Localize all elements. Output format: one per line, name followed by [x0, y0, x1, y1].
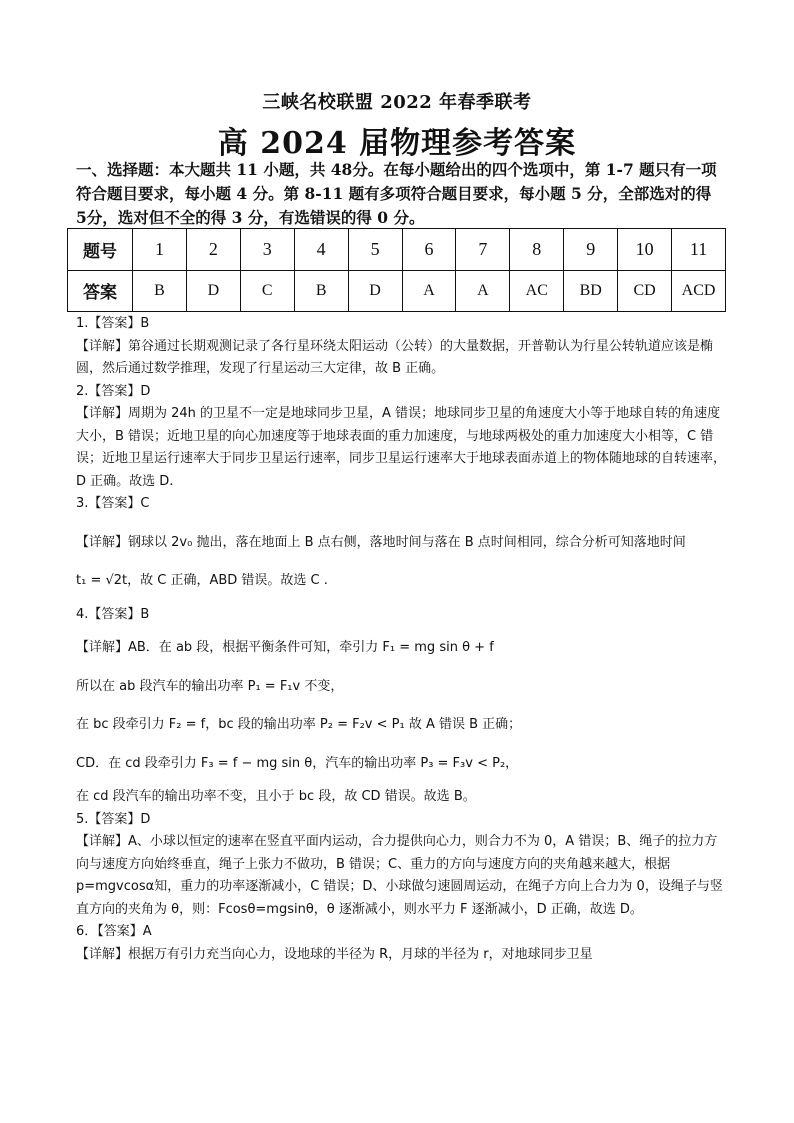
answer-cell: A: [402, 270, 456, 312]
question-number: 11: [672, 229, 726, 271]
explanations: [76, 313, 728, 966]
answer-cell: C: [240, 270, 294, 312]
answer-heading: 6．【答案】A: [76, 924, 152, 939]
explanation-text: 在 bc 段牵引力 F₂ = f，bc 段的输出功率 P₂ = F₂v < P₁ 故 A 错误 B 正确；: [76, 717, 522, 732]
explanation-text: 【详解】第谷通过长期观测记录了各行星环绕太阳运动（公转）的大量数据，开普勒认为行星公转轨道应该是椭圆，然后通过数学推理，发现了行星运动三大定律，故 B 正确。: [76, 338, 714, 376]
answer-cell: D: [348, 270, 402, 312]
answer-cell: CD: [618, 270, 672, 312]
page-title: 高 2024 届物理参考答案: [217, 126, 577, 161]
answer-heading: 5.【答案】D: [76, 811, 151, 827]
answer-cell: B: [294, 270, 348, 312]
explanation-text: 所以在 ab 段汽车的输出功率 P₁ = F₁v 不变，: [76, 678, 344, 694]
explanation-text: 在 cd 段汽车的输出功率不变，且小于 bc 段，故 CD 错误。故选 B。: [76, 789, 476, 804]
answer-cell: B: [133, 270, 187, 312]
section-instructions: 一、选择题：本大题共 11 小题，共 48分。在每小题给出的四个选项中，第 1-7 题只有一项符合题目要求，每小题 4 分。第 8-11 题有多项符合题目要求，每小题 5 分，全部选对的得 5分，选对但不全的得 3 分，有选错误的得 0 分。: [76, 160, 717, 227]
answer-cell: ACD: [672, 270, 726, 312]
answer-heading: 1.【答案】B: [76, 316, 150, 331]
explanation-text: 【详解】A、小球以恒定的速率在竖直平面内运动，合力提供向心力，则合力不为 0，A 错误；B、绳子的拉力方向与速度方向始终垂直，绳子上张力不做功，B 错误；C、重力的方向与速度方向的夹角越来越大，根据 p=mgvcosα知，重力的功率逐渐减小，C 错误；D、小球做匀速圆周运动，在绳子方向上合力为 0，设绳子与竖直方向的夹角为 θ，则：Fcosθ=mgsinθ，θ 逐渐减小，则水平力 F 逐渐减小，D 正确，故选 D。: [76, 834, 723, 917]
answer-heading: 2.【答案】D: [76, 383, 151, 399]
question-number: 9: [564, 229, 618, 271]
explanation-formula: t₁ = √2t，故 C 正确，ABD 错误。故选 C .: [76, 573, 328, 588]
exam-subtitle: 三峡名校联盟 2022 年春季联考: [262, 92, 532, 113]
answer-cell: AC: [510, 270, 564, 312]
question-number-label: 题号: [68, 229, 133, 271]
question-number: 8: [510, 229, 564, 271]
answer-heading: 4.【答案】B: [76, 606, 150, 622]
answer-cell: A: [456, 270, 510, 312]
answer-cell: BD: [564, 270, 618, 312]
explanation-text: 【详解】周期为 24h 的卫星不一定是地球同步卫星，A 错误；地球同步卫星的角速度大小等于地球自转的角速度大小，B 错误；近地卫星的向心加速度等于地球表面的重力加速度，与地球两极处的重力加速度大小相等，C 错误；近地卫星运行速率大于同步卫星运行速率，同步卫星运行速率大于地球表面赤道上的物体随地球的自转速率，D 正确。故选 D.: [76, 406, 727, 489]
question-number: 7: [456, 229, 510, 271]
answer-label: 答案: [68, 270, 133, 312]
explanation-text: 【详解】钢球以 2v₀ 抛出，落在地面上 B 点右侧，落地时间与落在 B 点时间相同，综合分析可知落地时间: [76, 534, 686, 550]
answer-cell: D: [186, 270, 240, 312]
answer-heading: 3.【答案】C: [76, 496, 150, 511]
explanation-text: 【详解】根据万有引力充当向心力，设地球的半径为 R，月球的半径为 r，对地球同步卫星: [76, 946, 593, 962]
question-number: 2: [186, 229, 240, 271]
question-number: 6: [402, 229, 456, 271]
answer-table: [67, 228, 726, 312]
explanation-text: CD．在 cd 段牵引力 F₃ = f − mg sin θ，汽车的输出功率 P₃ = F₃v < P₂，: [76, 755, 519, 771]
explanation-text: 【详解】AB．在 ab 段，根据平衡条件可知，牵引力 F₁ = mg sin θ + f: [76, 640, 494, 655]
question-number: 4: [294, 229, 348, 271]
question-number: 3: [240, 229, 294, 271]
question-number: 10: [618, 229, 672, 271]
answer-row: [68, 270, 726, 312]
question-number: 5: [348, 229, 402, 271]
question-number-row: [68, 229, 726, 271]
question-number: 1: [133, 229, 187, 271]
